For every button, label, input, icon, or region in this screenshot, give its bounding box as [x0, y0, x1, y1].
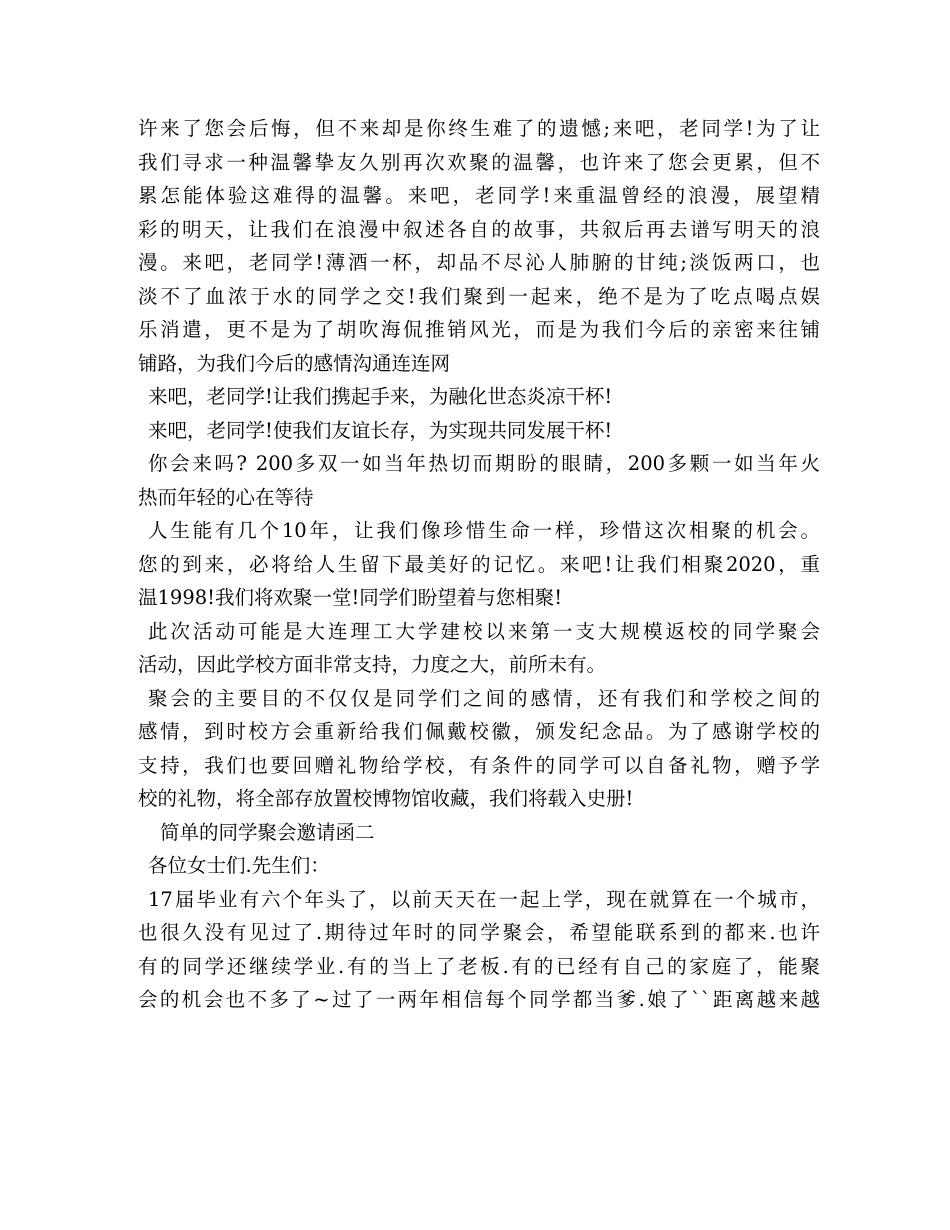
text-line: 此次活动可能是大连理工大学建校以来第一支大规模返校的同学聚会 — [148, 619, 820, 643]
text-line: 来吧，老同学!使我们友谊长存，为实现共同发展干杯! — [148, 418, 613, 442]
text-line: 17届毕业有六个年头了，以前天天在一起上学，现在就算在一个城市， — [148, 887, 820, 911]
text-line: 淡不了血浓于水的同学之交!我们聚到一起来，绝不是为了吃点喝点娱 — [138, 284, 820, 308]
text-line: 乐消遣，更不是为了胡吹海侃推销风光，而是为我们今后的亲密来往铺 — [138, 318, 820, 341]
text-line: 铺路，为我们今后的感情沟通连连网 — [138, 351, 451, 375]
text-line: 温1998!我们将欢聚一堂!同学们盼望着与您相聚! — [138, 586, 563, 609]
text-line: 热而年轻的心在等待 — [138, 485, 314, 509]
text-line: 支持，我们也要回赠礼物给学校，有条件的同学可以自备礼物，赠予学 — [138, 753, 820, 777]
text-line: 感情，到时校方会重新给我们佩戴校徽，颁发纪念品。为了感谢学校的 — [138, 720, 820, 743]
text-line: 有的同学还继续学业.有的当上了老板.有的已经有自己的家庭了，能聚 — [138, 954, 820, 978]
text-line: 会的机会也不多了~过了一两年相信每个同学都当爹.娘了``距离越来越 — [138, 988, 820, 1011]
text-line: 许来了您会后悔，但不来却是你终生难了的遗憾;来吧，老同学!为了让 — [138, 117, 820, 140]
text-line: 您的到来，必将给人生留下最美好的记忆。来吧!让我们相聚2020，重 — [138, 552, 820, 576]
text-line: 人生能有几个10年，让我们像珍惜生命一样，珍惜这次相聚的机会。 — [148, 519, 820, 542]
text-line: 校的礼物，将全部存放置校博物馆收藏，我们将载入史册! — [138, 787, 634, 810]
text-line: 简单的同学聚会邀请函二 — [160, 820, 375, 844]
text-line: 漫。来吧，老同学!薄酒一杯，却品不尽沁人肺腑的甘纯;淡饭两口，也 — [138, 251, 820, 274]
text-line: 各位女士们.先生们： — [148, 854, 330, 877]
text-line: 累怎能体验这难得的温馨。来吧，老同学!来重温曾经的浪漫，展望精 — [138, 184, 820, 207]
text-line: 彩的明天，让我们在浪漫中叙述各自的故事，共叙后再去谱写明天的浪 — [138, 217, 820, 241]
text-line: 聚会的主要目的不仅仅是同学们之间的感情，还有我们和学校之间的 — [148, 686, 820, 710]
document-body — [138, 112, 820, 1017]
text-line: 我们寻求一种温馨挚友久别再次欢聚的温馨，也许来了您会更累，但不 — [138, 150, 820, 174]
text-line: 也很久没有见过了.期待过年时的同学聚会，希望能联系到的都来.也许 — [138, 921, 820, 944]
text-line: 活动，因此学校方面非常支持，力度之大，前所未有。 — [138, 653, 607, 676]
text-line: 你会来吗? 200多双一如当年热切而期盼的眼睛，200多颗一如当年火 — [148, 452, 820, 475]
text-line: 来吧，老同学!让我们携起手来，为融化世态炎凉干杯! — [148, 385, 613, 408]
